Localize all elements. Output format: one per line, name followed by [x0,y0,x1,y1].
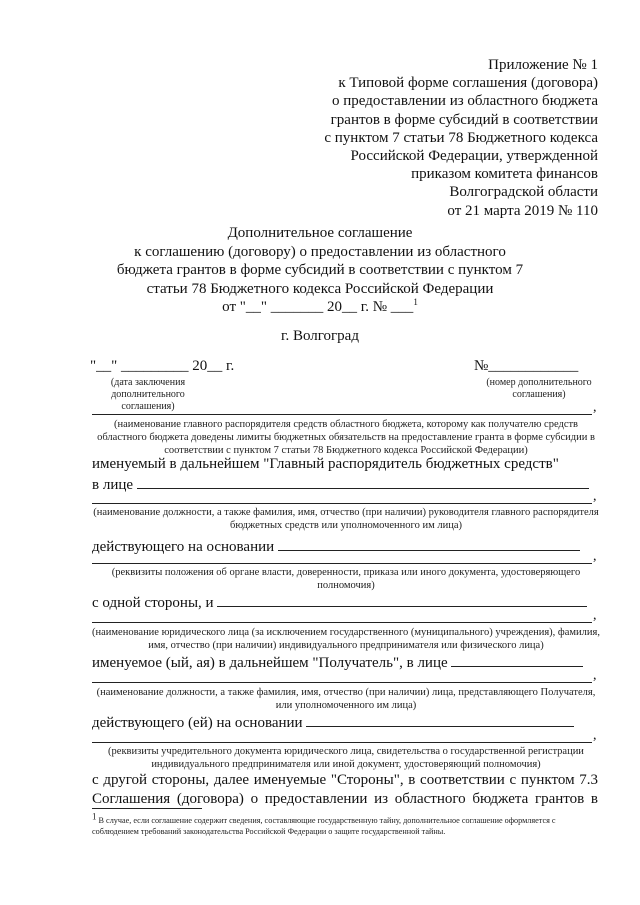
recipient-docs-caption: (реквизиты учредительного документа юридического лица, свидетельства о государственной регистрации индивидуального предпринимателя или иной документ, удостоверяющий полномочия) [108,746,584,770]
footnote-divider [92,808,202,809]
recipient-acting-line [306,712,574,727]
city: г. Волгоград [281,328,359,344]
recipient-named-label: именуемое (ый, ая) в дальнейшем "Получатель", в лице [92,655,448,671]
recipient-acting-label: действующего (ей) на основании [92,715,303,731]
acting-basis-row [92,536,580,556]
recipient-name-line [92,622,592,623]
appendix-line: о предоставлении из областного бюджета [332,93,598,110]
recipient-official-line [92,682,592,683]
footnote-ref: 1 [413,297,418,307]
document-title [100,224,540,317]
agreement-number-field: №____________ [474,358,579,374]
appendix-line: грантов в форме субсидий в соответствии [330,111,598,128]
appendix-line: с пунктом 7 статьи 78 Бюджетного кодекса [324,129,598,146]
title-line: к соглашению (договору) о предоставлении из областного [134,243,506,260]
recipient-acting-row [92,712,574,732]
one-side-label: с одной стороны, и [92,595,214,611]
recipient-caption: (наименование юридического лица (за исключением государственного (муниципального) учреждения), фамилия, имя, отчество (при наличии) индивидуального предпринимателя или физического лица) [92,627,600,651]
in-person-row [92,474,589,494]
basis-docs-line [92,563,592,564]
appendix-line: от 21 марта 2019 № 110 [447,202,598,219]
in-person-line [137,474,589,489]
grbs-name-line [92,414,592,415]
title-date-line [100,298,540,317]
title-date: от "__" _______ 20__ г. № ___ [222,299,414,315]
footnote [92,811,598,837]
title-line: статьи 78 Бюджетного кодекса Российской Федерации [146,280,494,297]
basis-caption: (реквизиты положения об органе власти, доверенности, приказа или иного документа, удостоверяющего полномочия) [111,567,581,591]
comma: , [593,668,597,683]
recipient-named-row [92,652,583,672]
acting-basis-line [278,536,580,551]
recipient-docs-line [92,742,592,743]
title-line: Дополнительное соглашение [227,225,413,241]
closing-line-2: Соглашения (договора) о предоставлении из областного бюджета грантов в [92,790,598,807]
footnote-text: В случае, если соглашение содержит сведения, составляющие государственную тайну, дополнительное соглашение оформляется с соблюдением требований законодательства Российской Федерации о защите государственной тайны. [92,816,556,836]
comma: , [593,549,597,564]
comma: , [593,489,597,504]
appendix-line: приказом комитета финансов [411,166,598,183]
one-side-row [92,592,587,612]
appendix-line: Российской Федерации, утвержденной [350,148,598,165]
one-side-line [217,592,587,607]
grbs-caption: (наименование главного распорядителя средств областного бюджета, которому как получателю средств областного бюджета доведены лимиты бюджетных обязательств на предоставление гранта в форме субсидии в соответствии с пунктом 7 статьи 78 Бюджетного кодекса Российской Федерации) [97,419,595,456]
closing-paragraph [92,771,598,808]
title-line: бюджета грантов в форме субсидий в соответствии с пунктом 7 [116,262,524,278]
comma: , [593,608,597,623]
closing-line-1: с другой стороны, далее именуемые "Стороны", в соответствии с пунктом 7.3 [92,772,598,788]
grbs-official-line [92,503,592,504]
comma: , [593,728,597,743]
footnote-mark: 1 [92,811,97,822]
grbs-named-text: именуемый в дальнейшем "Главный распорядитель бюджетных средств" [92,456,559,472]
agreement-date-field: "__" _________ 20__ г. [90,358,235,374]
grbs-official-caption: (наименование должности, а также фамилия, имя, отчество (при наличии) руководителя главного распорядителя бюджетных средств или уполномоченного им лица) [93,507,599,531]
recipient-official-caption: (наименование должности, а также фамилия, имя, отчество (при наличии) лица, представляющего Получателя, или уполномоченного им лица) [96,687,596,711]
appendix-header [268,56,598,220]
acting-basis-label: действующего на основании [92,539,275,555]
appendix-line: к Типовой форме соглашения (договора) [338,75,598,92]
agreement-date-caption: (дата заключения дополнительного соглашения) [110,377,186,412]
comma: , [593,400,597,415]
agreement-number-caption: (номер дополнительного соглашения) [486,377,592,400]
recipient-person-line [451,652,583,667]
appendix-line: Волгоградской области [449,184,598,201]
appendix-line: Приложение № 1 [488,57,598,73]
in-person-label: в лице [92,477,134,493]
